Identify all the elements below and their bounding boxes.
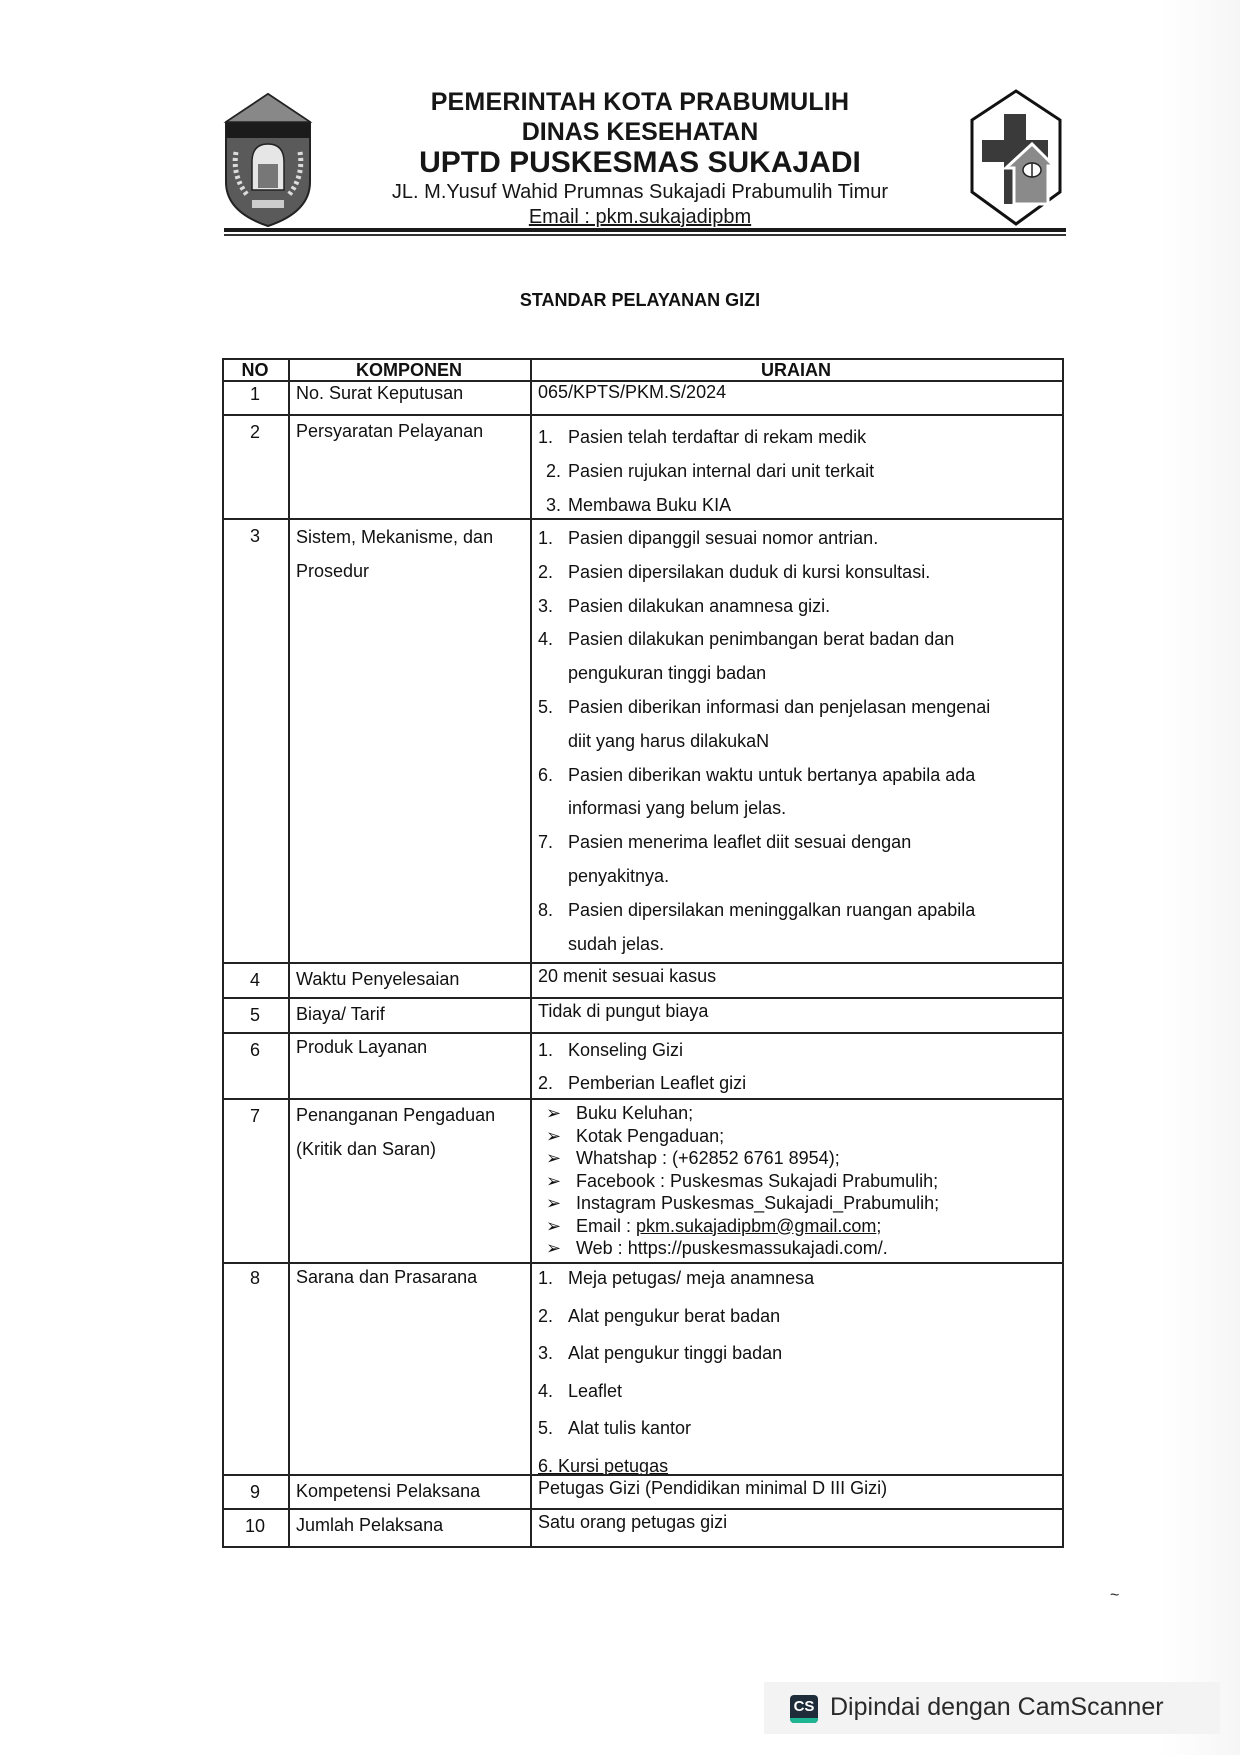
list-item: 1. Pasien telah terdaftar di rekam medik [538, 427, 867, 447]
list-item: 3. Alat pengukur tinggi badan [538, 1343, 783, 1363]
row-no: 10 [244, 1516, 266, 1536]
row-no: 6 [249, 1040, 260, 1060]
list-item: 2. Pasien dipersilakan duduk di kursi konsultasi. [538, 561, 931, 582]
row-komponen: Produk Layanan [296, 1037, 428, 1057]
header-uraian: URAIAN [761, 360, 831, 380]
table-row [222, 1032, 1064, 1100]
puskesmas-logo [968, 88, 1064, 228]
list-item: ➢ Web : https://puskesmassukajadi.com/. [538, 1237, 1058, 1260]
page-edge-shadow [1160, 0, 1240, 1755]
row-uraian-list [538, 1260, 1058, 1485]
table-row [222, 518, 1064, 964]
row-komponen: No. Surat Keputusan [296, 383, 464, 403]
row-uraian: Petugas Gizi (Pendidikan minimal D III Gizi) [538, 1478, 888, 1498]
list-item: 1. Pasien dipanggil sesuai nomor antrian. [538, 528, 879, 548]
list-item: 4. Pasien dilakukan penimbangan berat badan dan pengukuran tinggi badan [538, 629, 955, 684]
list-item: ➢ Email : pkm.sukajadipbm@gmail.com; [538, 1215, 1058, 1238]
list-item: 7. Pasien menerima leaflet diit sesuai dengan penyakitnya. [538, 832, 912, 886]
arrow-bullet-icon: ➢ [546, 1238, 562, 1258]
list-item: 5. Alat tulis kantor [538, 1418, 692, 1438]
camscanner-watermark [764, 1682, 1220, 1734]
letterhead-government: PEMERINTAH KOTA PRABUMULIH [430, 88, 850, 116]
row-uraian: Tidak di pungut biaya [538, 1001, 709, 1021]
prabumulih-emblem-logo [222, 92, 314, 228]
letterhead-rule-thin [224, 234, 1066, 236]
camscanner-logo-icon: CS [790, 1695, 818, 1723]
list-item: 6. Pasien diberikan waktu untuk bertanya apabila ada informasi yang belum jelas. [538, 764, 976, 819]
row-komponen: Waktu Penyelesaian [296, 969, 460, 989]
row-komponen: Penanganan Pengaduan (Kritik dan Saran) [296, 1105, 496, 1159]
arrow-bullet-icon: ➢ [546, 1215, 562, 1236]
arrow-bullet-icon: ➢ [546, 1125, 562, 1146]
table-row [222, 997, 1064, 1034]
email-link[interactable]: pkm.sukajadipbm@gmail.com [636, 1215, 877, 1236]
table-row [222, 962, 1064, 999]
row-no: 4 [249, 970, 260, 990]
row-uraian: 065/KPTS/PKM.S/2024 [538, 382, 727, 402]
row-uraian-bullets [538, 1102, 1058, 1260]
document-title: STANDAR PELAYANAN GIZI [519, 290, 761, 310]
list-item: 8. Pasien dipersilakan meninggalkan ruangan apabila sudah jelas. [538, 899, 976, 954]
table-row [222, 1098, 1064, 1264]
row-komponen: Biaya/ Tarif [296, 1004, 385, 1024]
row-komponen: Sarana dan Prasarana [296, 1267, 478, 1287]
list-item: 3. Pasien dilakukan anamnesa gizi. [538, 595, 831, 616]
header-no: NO [241, 360, 269, 380]
arrow-bullet-icon: ➢ [546, 1103, 562, 1123]
table-row [222, 1474, 1064, 1510]
list-item: ➢ Instagram Puskesmas_Sukajadi_Prabumulih; [538, 1192, 1058, 1215]
row-no: 2 [249, 422, 260, 442]
list-item: 2. Pemberian Leaflet gizi [538, 1073, 747, 1093]
letterhead-institution: UPTD PUSKESMAS SUKAJADI [419, 146, 861, 179]
list-item: ➢ Whatshap : (+62852 6761 8954); [538, 1147, 1058, 1170]
camscanner-text: Dipindai dengan CamScanner [830, 1693, 1164, 1721]
row-no: 5 [249, 1005, 260, 1025]
letterhead-address: JL. M.Yusuf Wahid Prumnas Sukajadi Prabumulih Timur [391, 181, 889, 203]
row-komponen: Sistem, Mekanisme, dan Prosedur [296, 527, 494, 581]
list-item: 2. Pasien rujukan internal dari unit terkait [546, 461, 875, 481]
arrow-bullet-icon: ➢ [546, 1148, 562, 1168]
row-uraian-list [538, 522, 1058, 961]
letterhead-department: DINAS KESEHATAN [521, 118, 759, 146]
letterhead-email: Email : pkm.sukajadipbm [528, 206, 752, 228]
arrow-bullet-icon: ➢ [546, 1170, 562, 1191]
row-uraian-list [538, 420, 1058, 522]
list-item: 6. Kursi petugas [538, 1455, 669, 1476]
list-item: 4. Leaflet [538, 1380, 623, 1401]
list-item: ➢ Facebook : Puskesmas Sukajadi Prabumulih; [538, 1170, 1058, 1193]
list-item: 1. Meja petugas/ meja anamnesa [538, 1268, 815, 1288]
list-item: 2. Alat pengukur berat badan [538, 1305, 781, 1326]
row-uraian: Satu orang petugas gizi [538, 1512, 728, 1532]
list-item: 3. Membawa Buku KIA [546, 495, 732, 515]
row-komponen: Persyaratan Pelayanan [296, 421, 484, 441]
table-row [222, 1508, 1064, 1548]
row-uraian: 20 menit sesuai kasus [538, 966, 717, 986]
table-row [222, 414, 1064, 520]
pen-mark: ~ [1110, 1587, 1120, 1604]
list-item: ➢ Kotak Pengaduan; [538, 1125, 1058, 1148]
row-uraian-list [538, 1034, 1058, 1100]
row-no: 8 [249, 1268, 260, 1288]
row-no: 3 [249, 526, 260, 546]
row-komponen: Kompetensi Pelaksana [296, 1481, 481, 1501]
row-no: 9 [249, 1482, 260, 1502]
list-item: ➢ Buku Keluhan; [538, 1102, 1058, 1125]
header-komponen: KOMPONEN [355, 360, 462, 380]
row-komponen: Jumlah Pelaksana [296, 1515, 444, 1535]
list-item: 5. Pasien diberikan informasi dan penjelasan mengenai diit yang harus dilakukaN [538, 696, 991, 751]
letterhead-rule-thick [224, 228, 1066, 232]
list-item: 1. Konseling Gizi [538, 1040, 684, 1060]
arrow-bullet-icon: ➢ [546, 1193, 562, 1213]
table-row [222, 380, 1064, 416]
row-no: 7 [249, 1106, 260, 1126]
table-row [222, 1262, 1064, 1476]
row-no: 1 [249, 384, 260, 404]
